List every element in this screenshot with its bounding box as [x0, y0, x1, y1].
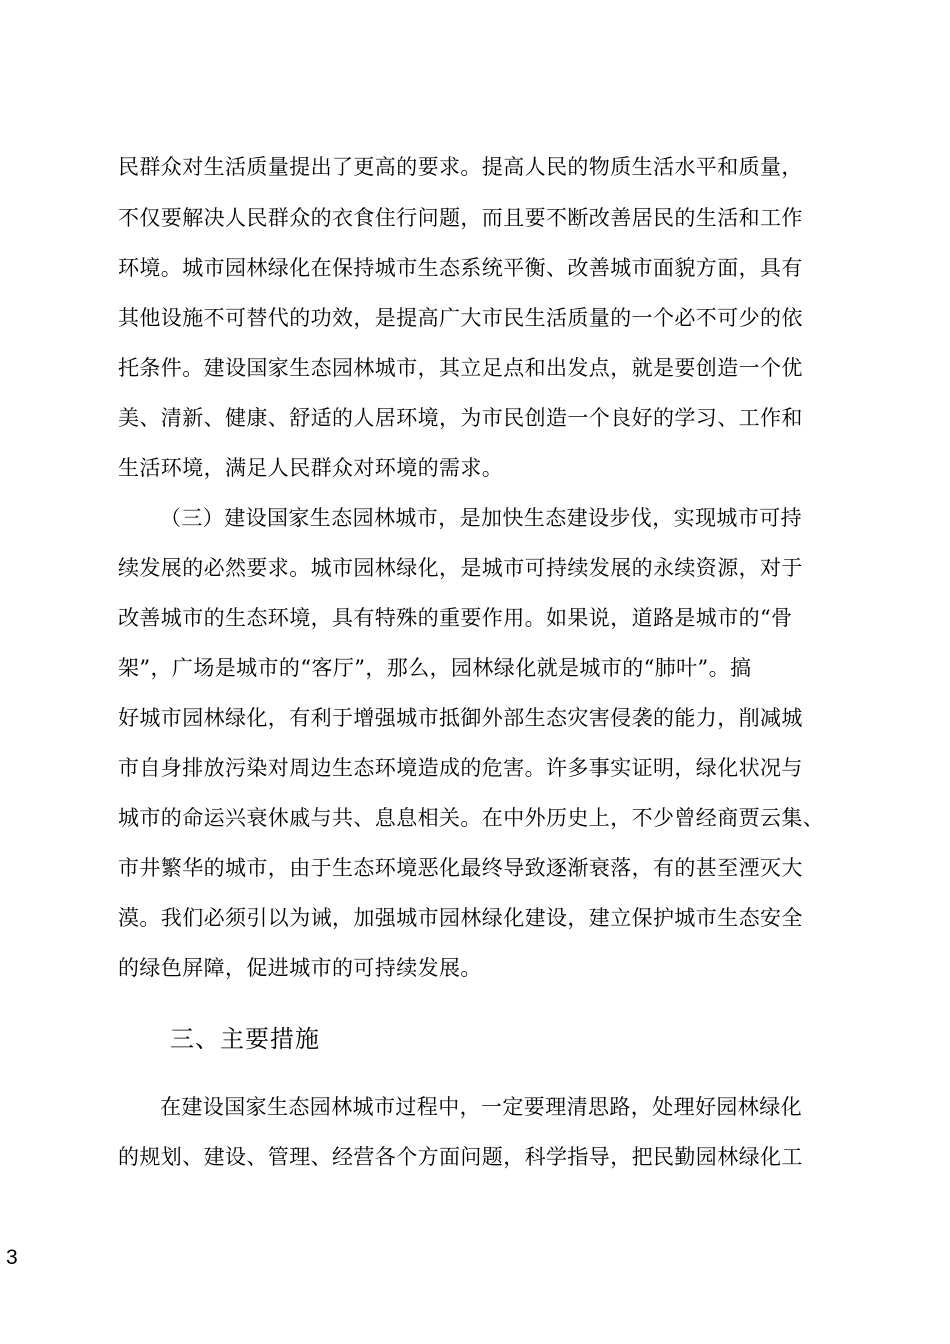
paragraph-line: 环境。城市园林绿化在保持城市生态系统平衡、改善城市面貌方面，具有: [118, 256, 803, 280]
paragraph-line: 的规划、建设、管理、经营各个方面问题，科学指导，把民勤园林绿化工: [118, 1145, 803, 1169]
paragraph-line: 好城市园林绿化，有利于增强城市抵御外部生态灾害侵袭的能力，削减城: [118, 706, 803, 730]
page-number: 3: [6, 1246, 18, 1269]
paragraph-line: （三）建设国家生态园林城市，是加快生态建设步伐，实现城市可持: [160, 506, 802, 530]
section-heading: 三、主要措施: [170, 1025, 320, 1053]
paragraph-line: 改善城市的生态环境，具有特殊的重要作用。如果说，道路是城市的“骨: [118, 606, 793, 630]
paragraph-line: 在建设国家生态园林城市过程中，一定要理清思路，处理好园林绿化: [160, 1095, 802, 1119]
paragraph-line: 续发展的必然要求。城市园林绿化，是城市可持续发展的永续资源，对于: [118, 556, 803, 580]
paragraph-line: 美、清新、健康、舒适的人居环境，为市民创造一个良好的学习、工作和: [118, 406, 803, 430]
paragraph-line: 其他设施不可替代的功效，是提高广大市民生活质量的一个必不可少的依: [118, 306, 803, 330]
paragraph-line: 不仅要解决人民群众的衣食住行问题，而且要不断改善居民的生活和工作: [118, 206, 803, 230]
paragraph-line: 市自身排放污染对周边生态环境造成的危害。许多事实证明，绿化状况与: [118, 756, 803, 780]
paragraph-line: 漠。我们必须引以为诫，加强城市园林绿化建设，建立保护城市生态安全: [118, 906, 803, 930]
paragraph-line: 民群众对生活质量提出了更高的要求。提高人民的物质生活水平和质量，: [118, 155, 803, 179]
paragraph-line: 的绿色屏障，促进城市的可持续发展。: [118, 956, 482, 980]
paragraph-line: 城市的命运兴衰休戚与共、息息相关。在中外历史上，不少曾经商贾云集、: [118, 806, 825, 830]
paragraph-line: 市井繁华的城市，由于生态环境恶化最终导致逐渐衰落，有的甚至湮灭大: [118, 856, 803, 880]
paragraph-line: 架”，广场是城市的“客厅”，那么，园林绿化就是城市的“肺叶”。搞: [118, 656, 752, 680]
paragraph-line: 托条件。建设国家生态园林城市，其立足点和出发点，就是要创造一个优: [118, 356, 803, 380]
paragraph-line: 生活环境，满足人民群众对环境的需求。: [118, 456, 504, 480]
